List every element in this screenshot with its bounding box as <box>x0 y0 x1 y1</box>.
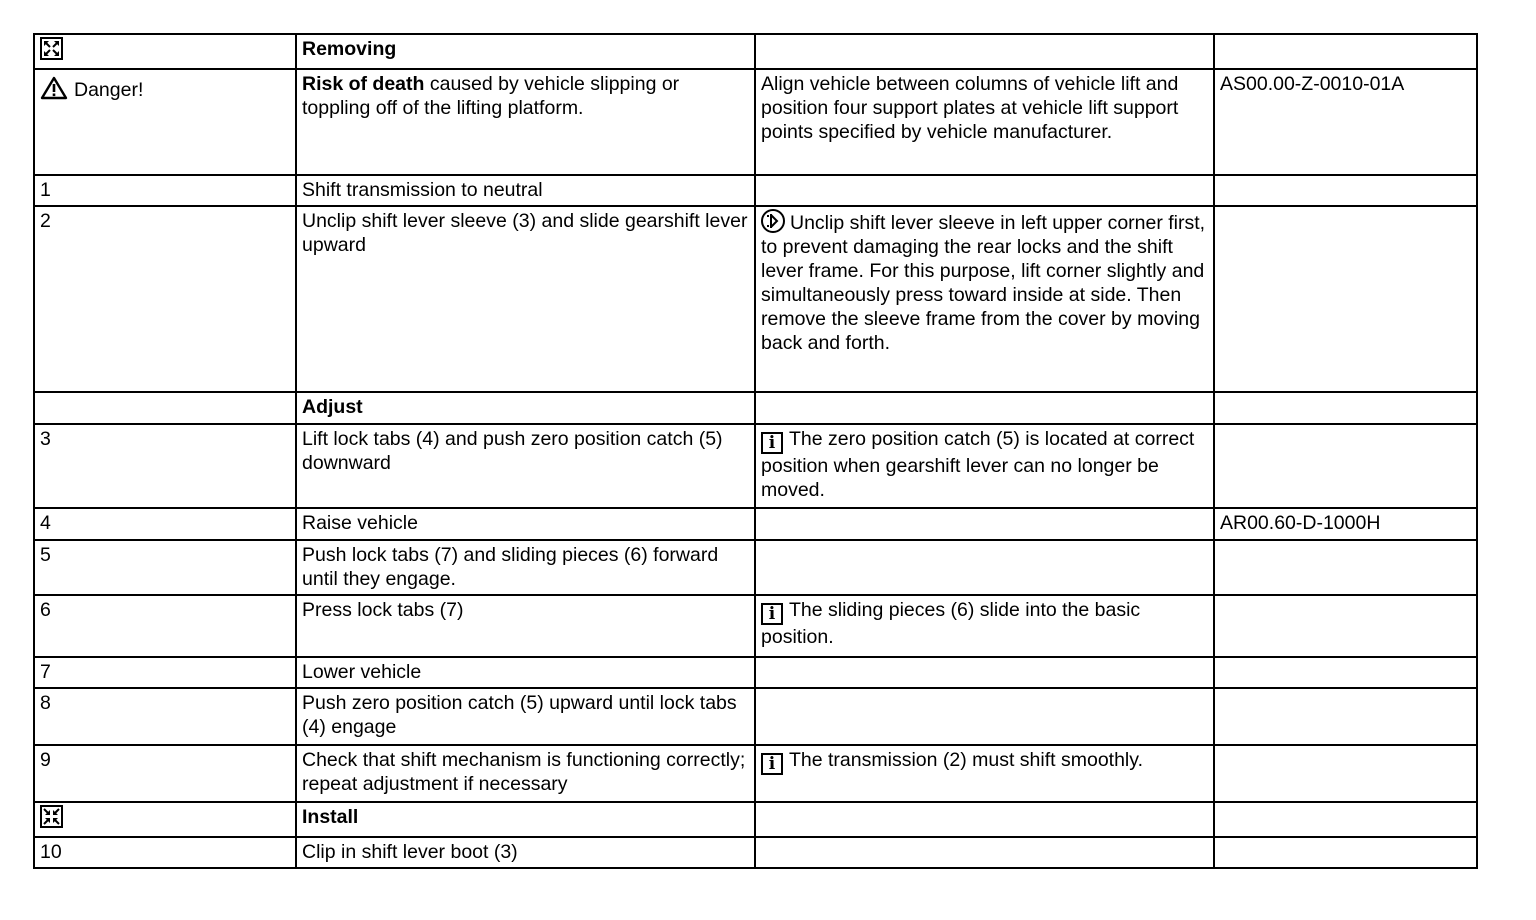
ref-cell <box>1214 540 1477 595</box>
action-cell: Clip in shift lever boot (3) <box>296 837 755 868</box>
table-row <box>34 540 1477 595</box>
step-cell: 2 <box>34 206 296 392</box>
action-cell: Press lock tabs (7) <box>296 595 755 657</box>
table-row <box>34 175 1477 206</box>
table-row <box>34 392 1477 424</box>
action-cell: Adjust <box>296 392 755 424</box>
step-cell: 3 <box>34 424 296 508</box>
note-cell <box>755 837 1214 868</box>
ref-cell <box>1214 392 1477 424</box>
step-cell <box>34 69 296 175</box>
action-cell: Unclip shift lever sleeve (3) and slide gearshift lever upward <box>296 206 755 392</box>
info-icon: i <box>761 753 783 775</box>
ref-cell <box>1214 424 1477 508</box>
step-cell: 9 <box>34 745 296 802</box>
action-cell: Push lock tabs (7) and sliding pieces (6) forward until they engage. <box>296 540 755 595</box>
note-cell <box>755 802 1214 837</box>
action-cell: Check that shift mechanism is functioning correctly; repeat adjustment if necessary <box>296 745 755 802</box>
action-cell: Risk of death caused by vehicle slipping or toppling off of the lifting platform. <box>296 69 755 175</box>
ref-cell <box>1214 206 1477 392</box>
note-cell: i The sliding pieces (6) slide into the basic position. <box>755 595 1214 657</box>
ref-cell <box>1214 745 1477 802</box>
table-row <box>34 206 1477 392</box>
risk-label: Risk of death <box>302 73 425 95</box>
ref-cell[interactable]: AR00.60-D-1000H <box>1214 508 1477 540</box>
note-cell <box>755 508 1214 540</box>
table-row <box>34 34 1477 69</box>
note-cell: Align vehicle between columns of vehicle lift and position four support plates at vehicle lift support points specified by vehicle manufacturer. <box>755 69 1214 175</box>
table-row <box>34 688 1477 745</box>
action-cell: Raise vehicle <box>296 508 755 540</box>
step-cell: 8 <box>34 688 296 745</box>
danger-label: Danger! <box>74 79 144 101</box>
note-cell <box>755 688 1214 745</box>
note-cell <box>755 175 1214 206</box>
note-icon <box>761 209 785 233</box>
note-cell: Unclip shift lever sleeve in left upper corner first, to prevent damaging the rear locks and the shift lever frame. For this purpose, lift corner slightly and simultaneously press toward inside at side. Then remove the sleeve frame from the cover by moving back and forth. <box>755 206 1214 392</box>
step-cell: 10 <box>34 837 296 868</box>
note-cell <box>755 34 1214 69</box>
table-row <box>34 595 1477 657</box>
step-cell: 7 <box>34 657 296 688</box>
note-cell: i The transmission (2) must shift smoothly. <box>755 745 1214 802</box>
action-cell: Removing <box>296 34 755 69</box>
removal-icon <box>40 37 63 60</box>
procedure-table <box>33 33 1478 869</box>
ref-cell <box>1214 34 1477 69</box>
action-cell: Install <box>296 802 755 837</box>
step-cell <box>34 34 296 69</box>
step-cell: 4 <box>34 508 296 540</box>
step-cell <box>34 802 296 837</box>
ref-cell <box>1214 595 1477 657</box>
ref-cell <box>1214 657 1477 688</box>
table-row <box>34 802 1477 837</box>
note-cell <box>755 392 1214 424</box>
step-cell <box>34 392 296 424</box>
note-cell <box>755 540 1214 595</box>
table-row <box>34 745 1477 802</box>
ref-cell <box>1214 837 1477 868</box>
ref-cell <box>1214 175 1477 206</box>
table-row <box>34 657 1477 688</box>
table-row <box>34 508 1477 540</box>
note-cell: i The zero position catch (5) is located at correct position when gearshift lever can no longer be moved. <box>755 424 1214 508</box>
action-cell: Lift lock tabs (4) and push zero position catch (5) downward <box>296 424 755 508</box>
table-row <box>34 424 1477 508</box>
step-cell: 5 <box>34 540 296 595</box>
step-cell: 1 <box>34 175 296 206</box>
table-row <box>34 837 1477 868</box>
table-row <box>34 69 1477 175</box>
ref-cell <box>1214 688 1477 745</box>
ref-cell[interactable]: AS00.00-Z-0010-01A <box>1214 69 1477 175</box>
install-icon <box>40 805 63 828</box>
note-cell <box>755 657 1214 688</box>
action-cell: Lower vehicle <box>296 657 755 688</box>
ref-cell <box>1214 802 1477 837</box>
action-cell: Shift transmission to neutral <box>296 175 755 206</box>
warning-triangle-icon <box>40 76 68 100</box>
info-icon: i <box>761 432 783 454</box>
step-cell: 6 <box>34 595 296 657</box>
action-cell: Push zero position catch (5) upward until lock tabs (4) engage <box>296 688 755 745</box>
info-icon: i <box>761 603 783 625</box>
